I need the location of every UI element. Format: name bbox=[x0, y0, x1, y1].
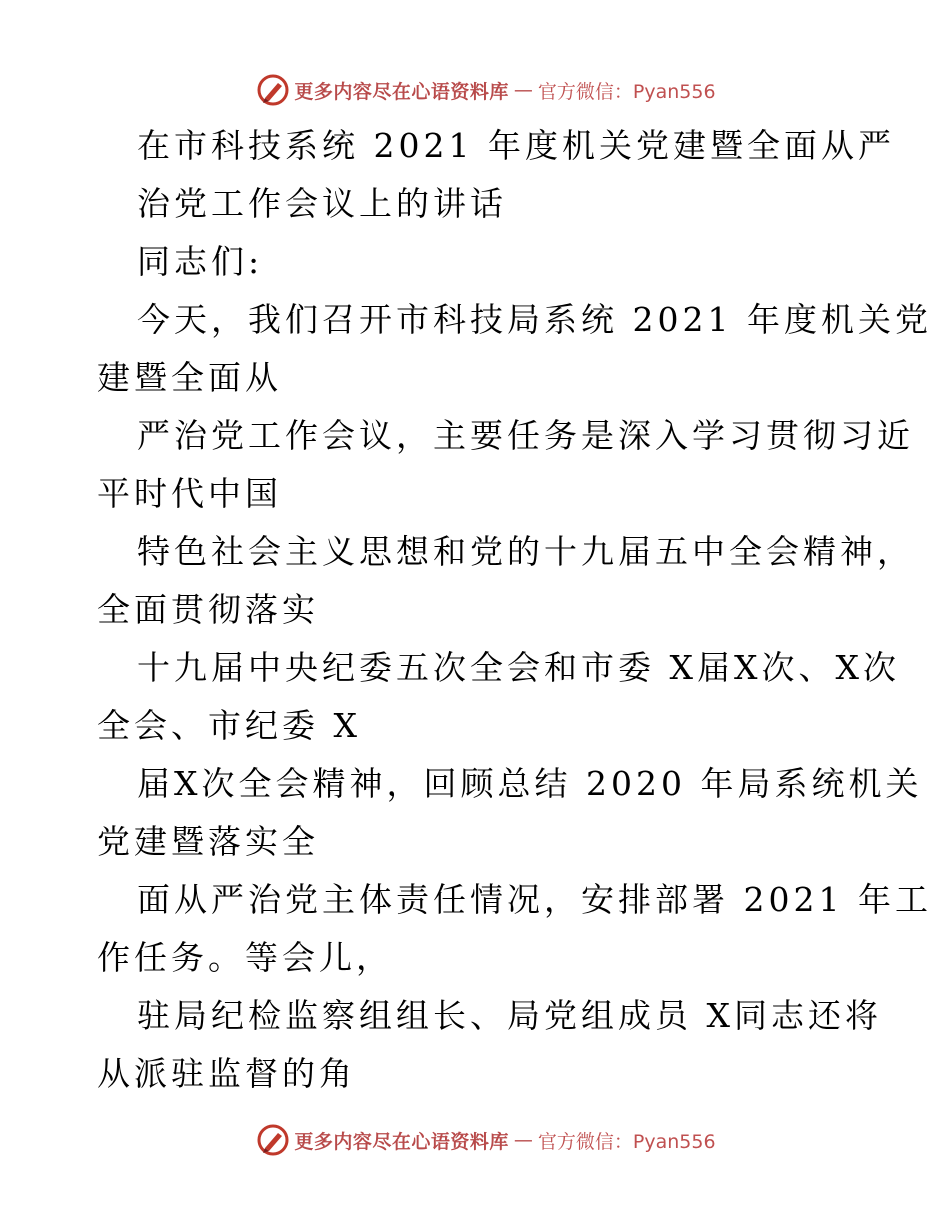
doc-line: 建暨全面从 bbox=[97, 358, 282, 397]
pen-logo-icon bbox=[256, 73, 290, 107]
pen-logo-icon bbox=[256, 1123, 290, 1157]
footer-banner-text: 更多内容尽在心语资料库 bbox=[294, 1130, 509, 1153]
header-banner-text: 更多内容尽在心语资料库 bbox=[294, 80, 509, 103]
footer-banner-suffix: 官方微信：Pyan556 bbox=[537, 1130, 716, 1153]
footer-banner bbox=[0, 1120, 950, 1160]
doc-line: 党建暨落实全 bbox=[97, 822, 319, 861]
doc-line: 治党工作会议上的讲话 bbox=[137, 184, 507, 223]
doc-line: 平时代中国 bbox=[97, 474, 282, 513]
doc-line: 全面贯彻落实 bbox=[97, 590, 319, 629]
doc-line: 届X次全会精神，回顾总结 2020 年局系统机关 bbox=[137, 764, 923, 803]
header-banner bbox=[0, 70, 950, 110]
doc-line: 今天，我们召开市科技局系统 2021 年度机关党 bbox=[137, 300, 932, 339]
doc-line: 十九届中央纪委五次全会和市委 X届X次、X次 bbox=[137, 648, 900, 687]
doc-line: 在市科技系统 2021 年度机关党建暨全面从严 bbox=[137, 126, 895, 165]
document-body bbox=[97, 117, 932, 1103]
header-banner-inner bbox=[256, 73, 715, 107]
doc-line: 作任务。等会儿， bbox=[97, 938, 393, 977]
doc-line: 驻局纪检监察组组长、局党组成员 X同志还将 bbox=[137, 996, 882, 1035]
header-banner-suffix: 官方微信：Pyan556 bbox=[537, 80, 716, 103]
doc-line: 严治党工作会议，主要任务是深入学习贯彻习近 bbox=[137, 416, 914, 455]
doc-line: 从派驻监督的角 bbox=[97, 1054, 356, 1093]
doc-line: 同志们: bbox=[137, 242, 264, 281]
footer-banner-dash: — bbox=[513, 1129, 533, 1151]
doc-line: 面从严治党主体责任情况，安排部署 2021 年工 bbox=[137, 880, 932, 919]
header-banner-dash: — bbox=[513, 79, 533, 101]
footer-banner-inner bbox=[256, 1123, 715, 1157]
doc-line: 特色社会主义思想和党的十九届五中全会精神， bbox=[137, 532, 914, 571]
doc-line: 全会、市纪委 X bbox=[97, 706, 361, 745]
